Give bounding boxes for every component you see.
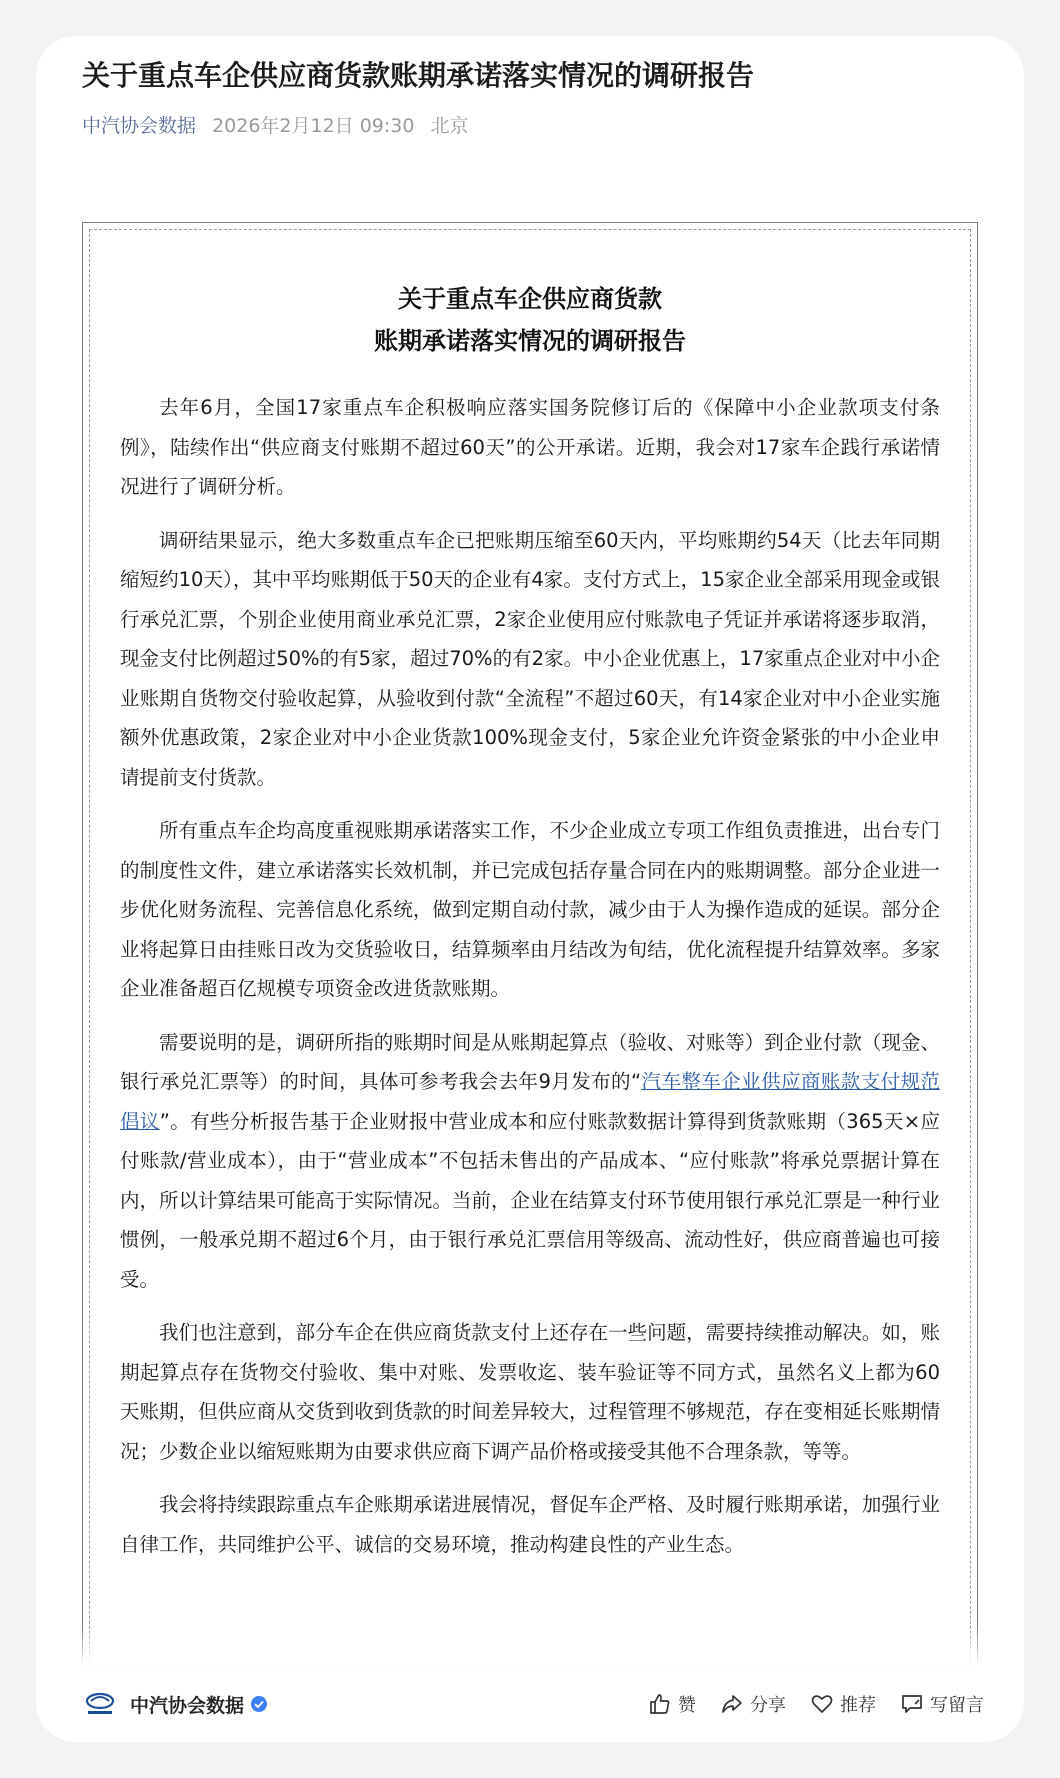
like-button[interactable] (648, 1691, 696, 1717)
paragraph-6: 我会将持续跟踪重点车企账期承诺进展情况，督促车企严格、及时履行账期承诺，加强行业自律工作，共同维护公平、诚信的交易环境，推动构建良性的产业生态。 (120, 1493, 940, 1556)
paragraph-4 (120, 1023, 940, 1300)
account-info[interactable] (84, 1691, 268, 1718)
article-title: 关于重点车企供应商货款账期承诺落实情况的调研报告 (82, 59, 755, 92)
action-group (624, 1691, 984, 1717)
paragraph-4-text-a: 需要说明的是，调研所指的账期时间是从账期起算点（验收、对账等）到企业付款（现金、银行承兑汇票等）的时间，具体可参考我会去年9月发布的“ (120, 1030, 940, 1093)
comment-button[interactable] (900, 1691, 984, 1717)
paragraph-4-text-b: ”。有些分析报告基于企业财报中营业成本和应付账款数据计算得到货款账期（365天×应付账款/营业成本），由于“营业成本”不包括未售出的产品成本、“应付账款”将承兑票据计算在内，所以计算结果可能高于实际情况。当前，企业在结算支付环节使用银行承兑汇票是一种行业惯例，一般承兑期不超过6个月，由于银行承兑汇票信用等级高、流动性好，供应商普遍也可接受。 (120, 1109, 940, 1291)
cam-logo-icon (84, 1691, 116, 1717)
publish-location: 北京 (430, 115, 469, 137)
comment-label: 写留言 (930, 1695, 984, 1716)
document-frame (89, 229, 971, 1666)
document-title-line-1: 关于重点车企供应商货款 (398, 285, 662, 313)
account-name: 中汽协会数据 (130, 1694, 245, 1717)
comment-icon (900, 1692, 924, 1716)
paragraph-5: 我们也注意到，部分车企在供应商货款支付上还存在一些问题，需要持续推动解决。如，账期起算点存在货物交付验收、集中对账、发票收迄、装车验证等不同方式，虽然名义上都为60天账期，但供应商从交货到收到货款的时间差异较大，过程管理不够规范，存在变相延长账期情况；少数企业以缩短账期为由要求供应商下调产品价格或接受其他不合理条款，等等。 (120, 1321, 940, 1463)
paragraph-3: 所有重点车企均高度重视账期承诺落实工作，不少企业成立专项工作组负责推进，出台专门的制度性文件，建立承诺落实长效机制，并已完成包括存量合同在内的账期调整。部分企业进一步优化财务流程、完善信息化系统，做到定期自动付款，减少由于人为操作造成的延误。部分企业将起算日由挂账日改为交货验收日，结算频率由月结改为旬结，优化流程提升结算效率。多家企业准备超百亿规模专项资金改进货款账期。 (120, 819, 940, 1000)
bottom-action-bar (36, 1666, 1024, 1742)
article-card (36, 36, 1024, 1742)
document-image (82, 222, 978, 1666)
recommend-button[interactable] (810, 1691, 876, 1717)
initiative-link[interactable]: 汽车整车企业供应商账款支付规范倡议 (120, 1070, 940, 1133)
recommend-label: 推荐 (840, 1695, 876, 1716)
article-meta (82, 112, 469, 140)
share-button[interactable] (720, 1691, 786, 1717)
publish-datetime: 2026年2月12日 09:30 (212, 115, 415, 137)
document-title-line-2: 账期承诺落实情况的调研报告 (374, 327, 686, 355)
thumb-up-icon (648, 1692, 672, 1716)
source-account-link[interactable]: 中汽协会数据 (82, 115, 197, 137)
share-icon (720, 1692, 744, 1716)
heart-icon (810, 1692, 834, 1716)
document-title (120, 278, 940, 362)
share-label: 分享 (750, 1695, 786, 1716)
paragraph-2: 调研结果显示，绝大多数重点车企已把账期压缩至60天内，平均账期约54天（比去年同期缩短约10天），其中平均账期低于50天的企业有4家。支付方式上，15家企业全部采用现金或银行承兑汇票，个别企业使用商业承兑汇票，2家企业使用应付账款电子凭证并承诺将逐步取消，现金支付比例超过50%的有5家，超过70%的有2家。中小企业优惠上，17家重点企业对中小企业账期自货物交付验收起算，从验收到付款“全流程”不超过60天，有14家企业对中小企业实施额外优惠政策，2家企业对中小企业货款100%现金支付，5家企业允许资金紧张的中小企业申请提前支付货款。 (120, 528, 940, 789)
paragraph-1: 去年6月，全国17家重点车企积极响应落实国务院修订后的《保障中小企业款项支付条例》，陆续作出“供应商支付账期不超过60天”的公开承诺。近期，我会对17家车企践行承诺情况进行了调研分析。 (120, 396, 940, 498)
content-fade (82, 1626, 978, 1666)
like-label: 赞 (678, 1695, 696, 1716)
verified-badge-icon (250, 1695, 268, 1713)
